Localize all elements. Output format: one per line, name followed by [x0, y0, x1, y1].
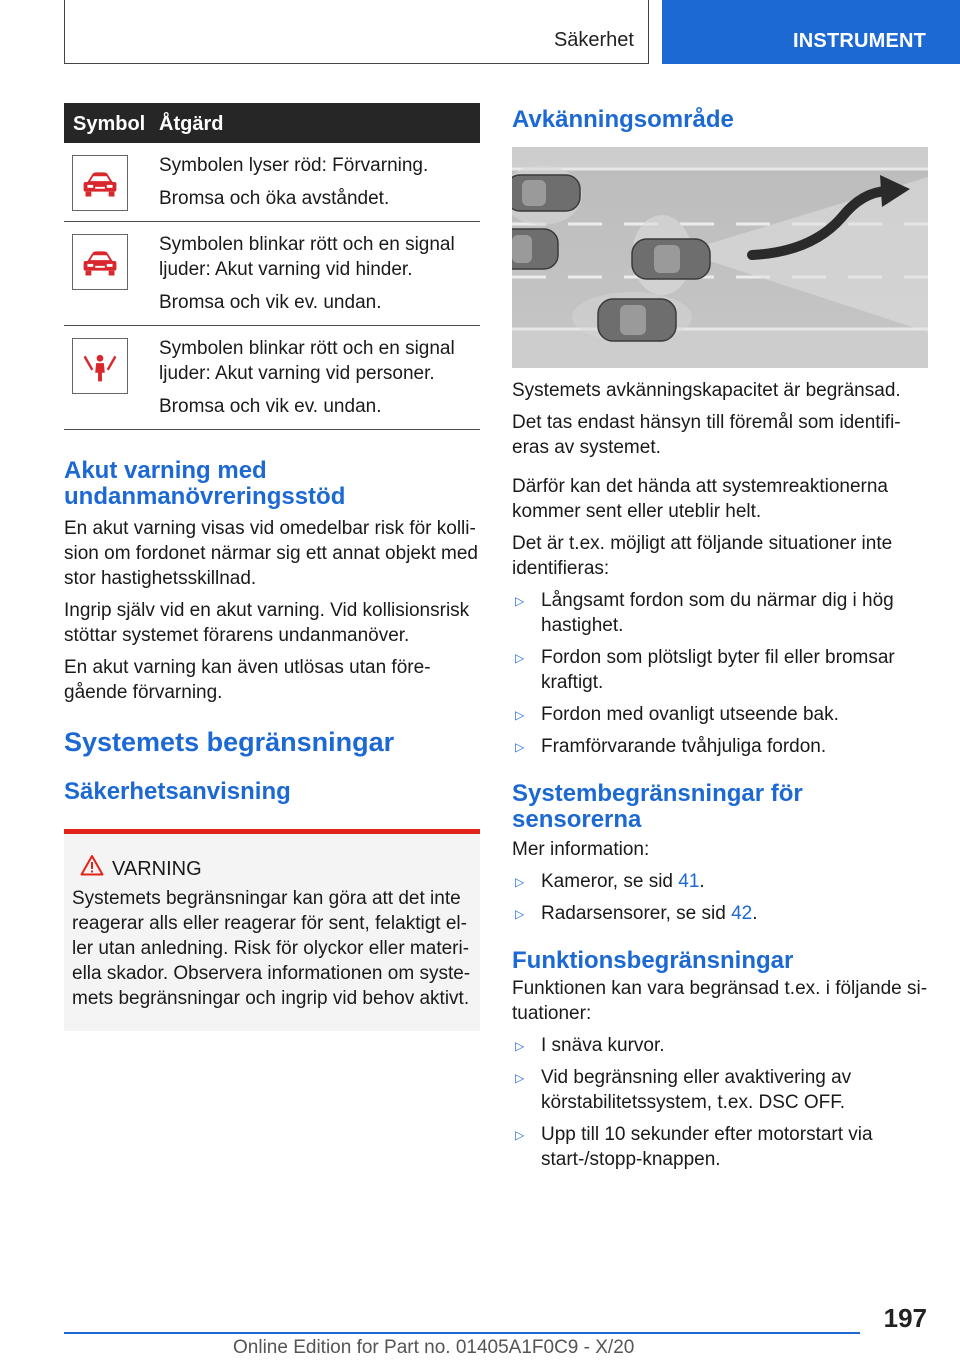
triangle-bullet-icon: ▷ — [515, 740, 525, 754]
list-item-text: Vid begränsning eller avaktivering av körstabilitetssystem, t.ex. DSC OFF. — [541, 1067, 852, 1113]
detection-paragraph: Därför kan det hända att systemreaktionerna kommer sent eller uteblir helt. — [512, 476, 888, 522]
sensors-intro: Mer information: — [512, 839, 650, 860]
page-number: 197 — [883, 1303, 927, 1333]
safety-subheading: Säkerhetsanvisning — [64, 778, 291, 805]
list-item — [512, 901, 928, 926]
list-item-text: Radarsensorer, se sid — [541, 903, 732, 924]
table-row-text: Symbolen lyser röd: Förvarning. — [159, 155, 429, 176]
evasion-paragraph: En akut varning visas vid omedelbar risk för kollision om fordonet närmar sig ett annat objekt med stor hastighetsskillnad. — [64, 518, 479, 589]
table-row — [64, 326, 480, 430]
list-item — [512, 645, 928, 695]
list-item — [512, 734, 928, 759]
triangle-bullet-icon: ▷ — [515, 907, 525, 921]
footer-edition: Online Edition for Part no. 01405A1F0C9 - X/20 — [233, 1337, 635, 1358]
table-row-text: Symbolen blinkar rött och en signal ljuder: Akut varning vid hinder. — [159, 234, 455, 280]
warning-box — [64, 829, 480, 1031]
table-header-action: Åtgärd — [159, 113, 224, 135]
detection-paragraph: Det tas endast hänsyn till föremål som identifieras av systemet. — [512, 412, 901, 458]
list-item-text: Upp till 10 sekunder efter motorstart via start-/stopp-knappen. — [541, 1124, 873, 1170]
symbol-table — [64, 103, 480, 430]
right-column — [512, 103, 928, 1179]
triangle-bullet-icon: ▷ — [515, 651, 525, 665]
list-item-text: I snäva kurvor. — [541, 1035, 665, 1056]
page-link-42[interactable]: 42 — [731, 903, 753, 924]
triangle-bullet-icon: ▷ — [515, 1039, 525, 1053]
evasion-paragraph: En akut varning kan även utlösas utan föregående förvarning. — [64, 657, 431, 703]
detection-list — [512, 588, 928, 759]
list-item — [512, 588, 928, 638]
table-row-text: Bromsa och vik ev. undan. — [159, 396, 382, 417]
left-column — [64, 103, 480, 1031]
warning-text: Systemets begränsningar kan göra att det inte reagerar alls eller reagerar för sent, felaktigt eller utan anledning. Risk för olyckor eller materiella skador. Observera informationen om systemets begränsningar och ingrip vid behov aktivt. — [72, 888, 471, 1009]
sensors-heading: Systembegränsningar för sensorerna — [512, 780, 803, 833]
function-list — [512, 1033, 928, 1172]
header-section-title: Säkerhet — [553, 29, 634, 51]
car-warning-icon — [72, 155, 128, 211]
table-row — [64, 143, 480, 222]
table-header — [64, 103, 480, 143]
list-item-text: Långsamt fordon som du närmar dig i hög hastighet. — [541, 590, 894, 636]
limits-heading: Systemets begränsningar — [64, 727, 395, 757]
triangle-bullet-icon: ▷ — [515, 875, 525, 889]
sensors-list — [512, 869, 928, 926]
triangle-bullet-icon: ▷ — [515, 594, 525, 608]
list-item-text: Kameror, se sid — [541, 871, 679, 892]
detection-area-illustration — [512, 147, 928, 368]
table-row-text: Symbolen blinkar rött och en signal ljuder: Akut varning vid personer. — [159, 338, 455, 384]
header-chapter-label: INSTRUMENT — [793, 30, 927, 52]
detection-paragraph: Systemets avkänningskapacitet är begränsad. — [512, 380, 901, 401]
list-item — [512, 1033, 928, 1058]
page-link-41[interactable]: 41 — [678, 871, 700, 892]
table-row-text: Bromsa och öka avståndet. — [159, 188, 390, 209]
list-item-text: Framförvarande tvåhjuliga fordon. — [541, 736, 827, 757]
header-section-box — [64, 0, 649, 64]
list-item-text: Fordon med ovanligt utseende bak. — [541, 704, 839, 725]
pedestrian-warning-icon — [72, 338, 128, 394]
list-item — [512, 702, 928, 727]
list-item — [512, 1065, 928, 1115]
triangle-bullet-icon: ▷ — [515, 1071, 525, 1085]
function-intro: Funktionen kan vara begränsad t.ex. i följande situationer: — [512, 978, 928, 1024]
car-warning-flashing-icon — [72, 234, 128, 290]
evasion-paragraph: Ingrip själv vid en akut varning. Vid kollisionsrisk stöttar systemet förarens undanmanöver. — [64, 600, 470, 646]
function-heading: Funktionsbegränsningar — [512, 947, 794, 974]
list-item-text: Fordon som plötsligt byter fil eller bromsar kraftigt. — [541, 647, 895, 693]
detection-heading: Avkänningsområde — [512, 106, 734, 133]
table-row-text: Bromsa och vik ev. undan. — [159, 292, 382, 313]
detection-paragraph: Det är t.ex. möjligt att följande situationer inte identifieras: — [512, 533, 893, 579]
triangle-bullet-icon: ▷ — [515, 708, 525, 722]
warning-triangle-icon — [80, 854, 104, 876]
evasion-heading: Akut varning med undanmanövreringsstöd — [64, 457, 346, 510]
footer-divider — [64, 1332, 860, 1334]
triangle-bullet-icon: ▷ — [515, 1128, 525, 1142]
list-item — [512, 1122, 928, 1172]
header-chapter-tab[interactable] — [662, 0, 960, 64]
list-item-end: . — [699, 871, 705, 892]
list-item-end: . — [752, 903, 758, 924]
warning-label: VARNING — [112, 858, 202, 880]
list-item — [512, 869, 928, 894]
table-row — [64, 222, 480, 326]
table-header-symbol: Symbol — [73, 113, 146, 135]
